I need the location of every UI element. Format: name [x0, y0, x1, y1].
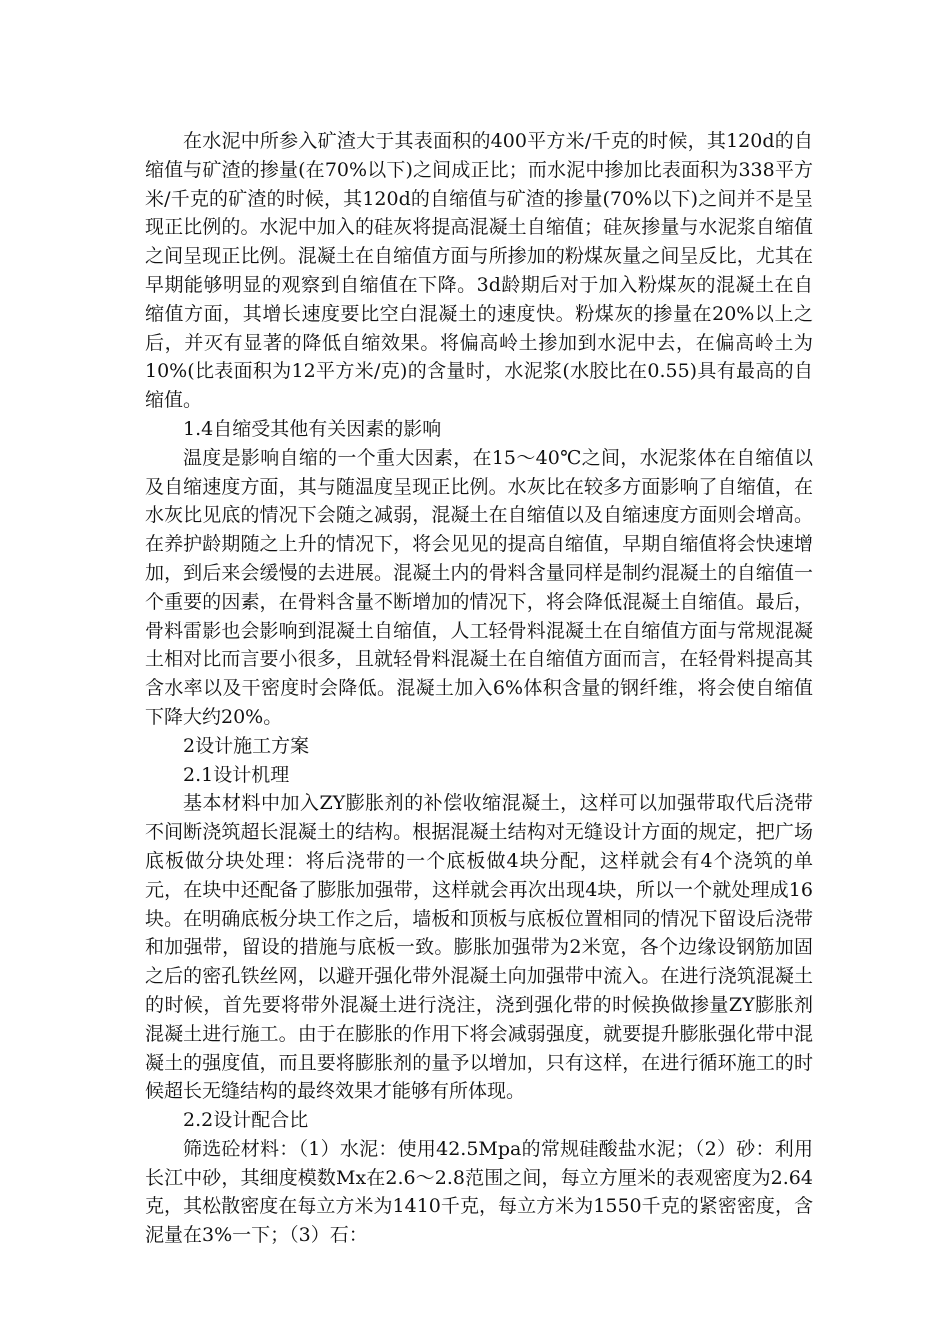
- section-heading-2: 2设计施工方案: [183, 734, 310, 757]
- paragraph-temperature-factors: 温度是影响自缩的一个重大因素，在15～40℃之间，水泥浆体在自缩值以及自缩速度方面，其与随温度呈现正比例。水灰比在较多方面影响了自缩值，在水灰比见底的情况下会随之减弱，混凝土在自缩值以及自缩速度方面则会增高。在养护龄期随之上升的情况下，将会见见的提高自缩值，早期自缩值将会快速增加，到后来会缓慢的去进展。混凝土内的骨料含量同样是制约混凝土的自缩值一个重要的因素，在骨料含量不断增加的情况下，将会降低混凝土自缩值。最后，骨料雷影也会影响到混凝土自缩值，人工轻骨料混凝土在自缩值方面与常规混凝土相对比而言要小很多，且就轻骨料混凝土在自缩值方面而言，在轻骨料提高其含水率以及干密度时会降低。混凝土加入6%体积含量的钢纤维，将会使自缩值下降大约20%。: [145, 446, 813, 728]
- section-heading-1-4: 1.4自缩受其他有关因素的影响: [183, 417, 442, 440]
- paragraph-slag-silica-flyash: 在水泥中所参入矿渣大于其表面积的400平方米/千克的时候，其120d的自缩值与矿渣的掺量(在70%以下)之间成正比；而水泥中掺加比表面积为338平方米/千克的矿渣的时候，其120d的自缩值与矿渣的掺量(70%以下)之间并不是呈现正比例的。水泥中加入的硅灰将提高混凝土自缩值；硅灰掺量与水泥浆自缩值之间呈现正比例。混凝土在自缩值方面与所掺加的粉煤灰量之间呈反比，尤其在早期能够明显的观察到自缩值在下降。3d龄期后对于加入粉煤灰的混凝土在自缩值方面，其增长速度要比空白混凝土的速度快。粉煤灰的掺量在20%以上之后，并灭有显著的降低自缩效果。将偏高岭土掺加到水泥中去，在偏高岭土为10%(比表面积为12平方米/克)的含量时，水泥浆(水胶比在0.55)具有最高的自缩值。: [145, 130, 813, 412]
- section-heading-2-1: 2.1设计机理: [183, 763, 290, 786]
- document-body: [145, 127, 813, 1250]
- section-heading-2-2: 2.2设计配合比: [183, 1109, 309, 1132]
- paragraph-material-selection: 筛选砼材料：（1）水泥：使用42.5Mpa的常规硅酸盐水泥；（2）砂：利用长江中砂，其细度模数Mx在2.6～2.8范围之间，每立方厘米的表观密度为2.64克，其松散密度在每立方米为1410千克，每立方米为1550千克的紧密密度，含泥量在3%一下；（3）石：: [145, 1137, 813, 1247]
- paragraph-design-mechanism: 基本材料中加入ZY膨胀剂的补偿收缩混凝土，这样可以加强带取代后浇带不间断浇筑超长混凝土的结构。根据混凝土结构对无缝设计方面的规定，把广场底板做分块处理：将后浇带的一个底板做4块分配，这样就会有4个浇筑的单元，在块中还配备了膨胀加强带，这样就会再次出现4块，所以一个就处理成16块。在明确底板分块工作之后，墙板和顶板与底板位置相同的情况下留设后浇带和加强带，留设的措施与底板一致。膨胀加强带为2米宽，各个边缘设钢筋加固之后的密孔铁丝网，以避开强化带外混凝土向加强带中流入。在进行浇筑混凝土的时候，首先要将带外混凝土进行浇注，浇到强化带的时候换做掺量ZY膨胀剂混凝土进行施工。由于在膨胀的作用下将会减弱强度，就要提升膨胀强化带中混凝土的强度值，而且要将膨胀剂的量予以增加，只有这样，在进行循环施工的时候超长无缝结构的最终效果才能够有所体现。: [145, 792, 813, 1103]
